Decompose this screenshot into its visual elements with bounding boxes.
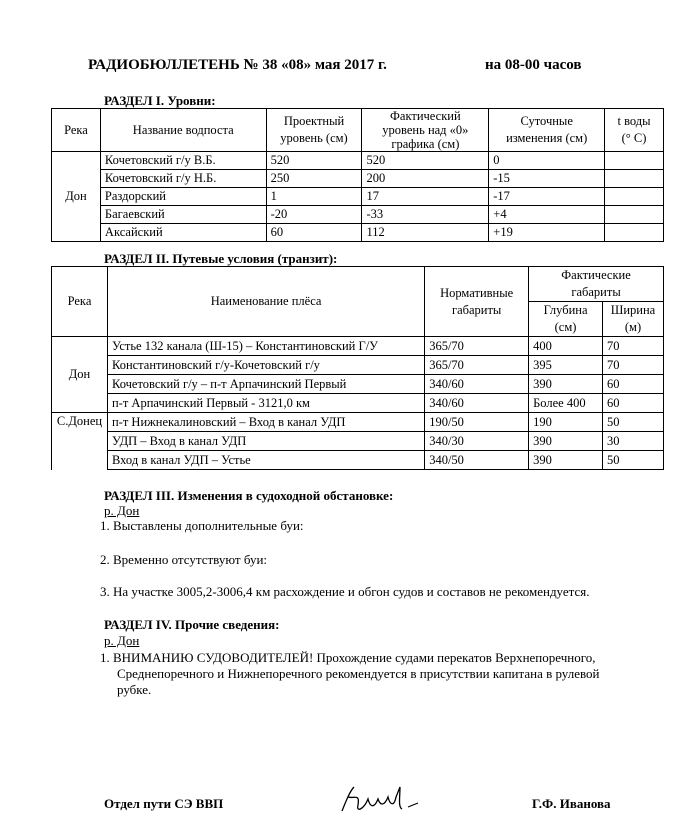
actual-width: 70 bbox=[603, 337, 664, 356]
daily-change: -17 bbox=[489, 188, 605, 206]
bulletin-title-text: РАДИОБЮЛЛЕТЕНЬ № 38 «08» мая 2017 г. bbox=[88, 57, 387, 73]
actual-width: 70 bbox=[603, 356, 664, 375]
actual-width: 50 bbox=[603, 413, 664, 432]
actual-level: 200 bbox=[362, 170, 489, 188]
station-name: Кочетовский г/у В.Б. bbox=[100, 152, 266, 170]
col-river: Река bbox=[52, 109, 101, 152]
river-cell-donets: С.Донец bbox=[52, 413, 108, 470]
col-actual-dims-l2: габариты bbox=[571, 285, 621, 299]
actual-width: 50 bbox=[603, 451, 664, 470]
col-water-temp-l2: (° С) bbox=[621, 131, 647, 145]
col-actual-dims bbox=[529, 267, 664, 302]
levels-header-row bbox=[52, 109, 664, 152]
section4-line-1: 1. ВНИМАНИЮ СУДОВОДИТЕЛЕЙ! Прохождение судами перекатов Верхнепоречного, bbox=[100, 650, 596, 665]
section4-river: р. Дон bbox=[104, 633, 140, 648]
col-daily-change-l1: Суточные bbox=[520, 114, 573, 128]
daily-change: +19 bbox=[489, 224, 605, 242]
col-normative-l2: габариты bbox=[451, 302, 502, 317]
normative-dims: 340/30 bbox=[425, 432, 529, 451]
actual-depth: 390 bbox=[529, 451, 603, 470]
station-name: Багаевский bbox=[100, 206, 266, 224]
col-depth bbox=[529, 302, 603, 337]
normative-dims: 365/70 bbox=[425, 356, 529, 375]
daily-change: +4 bbox=[489, 206, 605, 224]
actual-depth: 390 bbox=[529, 432, 603, 451]
table-row bbox=[52, 188, 664, 206]
section1-heading: РАЗДЕЛ I. Уровни: bbox=[104, 93, 216, 108]
river-cell-don: Дон bbox=[52, 337, 108, 413]
col-actual-dims-l1: Фактические bbox=[561, 268, 631, 282]
section3-item-2: 2. Временно отсутствуют буи: bbox=[100, 552, 268, 567]
col-water-temp bbox=[605, 109, 664, 152]
section4-heading: РАЗДЕЛ IV. Прочие сведения: bbox=[104, 617, 280, 632]
reach-name: УДП – Вход в канал УДП bbox=[107, 432, 424, 451]
col-normative-l1: Нормативные bbox=[440, 285, 514, 300]
reach-name: Константиновский г/у-Кочетовский г/у bbox=[107, 356, 424, 375]
actual-depth: 400 bbox=[529, 337, 603, 356]
actual-level: 112 bbox=[362, 224, 489, 242]
normative-dims: 190/50 bbox=[425, 413, 529, 432]
col-station-name: Название водпоста bbox=[100, 109, 266, 152]
table-row bbox=[52, 206, 664, 224]
transit-table bbox=[51, 266, 664, 470]
table-row bbox=[52, 170, 664, 188]
col-design-level bbox=[266, 109, 362, 152]
reach-name: Кочетовский г/у – п-т Арпачинский Первый bbox=[107, 375, 424, 394]
water-temp bbox=[605, 152, 664, 170]
section2-heading: РАЗДЕЛ II. Путевые условия (транзит): bbox=[104, 251, 338, 266]
section4-line-3: рубке. bbox=[117, 682, 152, 697]
handwritten-signature bbox=[334, 783, 430, 817]
reach-name: п-т Арпачинский Первый - 3121,0 км bbox=[107, 394, 424, 413]
reach-name: п-т Нижнекалиновский – Вход в канал УДП bbox=[107, 413, 424, 432]
section3-item-3: 3. На участке 3005,2-3006,4 км расхождение и обгон судов и составов не рекомендуется. bbox=[100, 584, 590, 599]
col-actual-level bbox=[362, 109, 489, 152]
col-normative bbox=[425, 267, 529, 337]
table-row bbox=[52, 375, 664, 394]
col-width bbox=[603, 302, 664, 337]
normative-dims: 340/60 bbox=[425, 394, 529, 413]
col-design-level-l1: Проектный bbox=[283, 114, 345, 128]
col-actual-level-l1: Фактический bbox=[390, 109, 461, 123]
design-level: 60 bbox=[266, 224, 362, 242]
col-water-temp-l1: t воды bbox=[617, 114, 651, 128]
footer-signatory: Г.Ф. Иванова bbox=[532, 796, 611, 811]
actual-depth: 190 bbox=[529, 413, 603, 432]
table-row bbox=[52, 432, 664, 451]
section3-heading: РАЗДЕЛ III. Изменения в судоходной обстановке: bbox=[104, 488, 394, 503]
normative-dims: 340/60 bbox=[425, 375, 529, 394]
col-design-level-l2: уровень (см) bbox=[280, 131, 348, 145]
water-temp bbox=[605, 224, 664, 242]
station-name: Раздорский bbox=[100, 188, 266, 206]
actual-width: 60 bbox=[603, 394, 664, 413]
actual-width: 60 bbox=[603, 375, 664, 394]
bulletin-time: на 08-00 часов bbox=[485, 57, 582, 73]
table-row bbox=[52, 224, 664, 242]
section4-line-2: Среднепоречного и Нижнепоречного рекомендуется в присутствии капитана в рулевой bbox=[117, 666, 600, 681]
col-actual-level-l3: графика (см) bbox=[391, 137, 460, 151]
water-temp bbox=[605, 206, 664, 224]
normative-dims: 365/70 bbox=[425, 337, 529, 356]
reach-name: Устье 132 канала (Ш-15) – Константиновский Г/У bbox=[107, 337, 424, 356]
design-level: 250 bbox=[266, 170, 362, 188]
table-row bbox=[52, 337, 664, 356]
actual-depth: 390 bbox=[529, 375, 603, 394]
col-river: Река bbox=[52, 267, 108, 337]
table-row bbox=[52, 394, 664, 413]
section3-river: р. Дон bbox=[104, 503, 140, 518]
col-daily-change bbox=[489, 109, 605, 152]
actual-level: 520 bbox=[362, 152, 489, 170]
col-reach-name: Наименование плёса bbox=[107, 267, 424, 337]
station-name: Аксайский bbox=[100, 224, 266, 242]
daily-change: 0 bbox=[489, 152, 605, 170]
design-level: 1 bbox=[266, 188, 362, 206]
normative-dims: 340/50 bbox=[425, 451, 529, 470]
col-width-l1: Ширина bbox=[610, 303, 656, 317]
design-level: 520 bbox=[266, 152, 362, 170]
col-width-l2: (м) bbox=[624, 320, 642, 334]
col-depth-l2: (см) bbox=[554, 320, 577, 334]
actual-level: -33 bbox=[362, 206, 489, 224]
col-depth-l1: Глубина bbox=[543, 303, 588, 317]
reach-name: Вход в канал УДП – Устье bbox=[107, 451, 424, 470]
actual-level: 17 bbox=[362, 188, 489, 206]
col-daily-change-l2: изменения (см) bbox=[506, 131, 588, 145]
levels-table bbox=[51, 108, 664, 242]
actual-depth: Более 400 bbox=[529, 394, 603, 413]
table-row bbox=[52, 152, 664, 170]
table-row bbox=[52, 451, 664, 470]
actual-depth: 395 bbox=[529, 356, 603, 375]
water-temp bbox=[605, 170, 664, 188]
footer-department: Отдел пути СЭ ВВП bbox=[104, 796, 224, 811]
table-row bbox=[52, 356, 664, 375]
station-name: Кочетовский г/у Н.Б. bbox=[100, 170, 266, 188]
transit-header-row bbox=[52, 267, 664, 302]
col-actual-level-l2: уровень над «0» bbox=[382, 123, 469, 137]
water-temp bbox=[605, 188, 664, 206]
table-row bbox=[52, 413, 664, 432]
section3-item-1: 1. Выставлены дополнительные буи: bbox=[100, 518, 304, 533]
bulletin-title bbox=[88, 57, 582, 74]
design-level: -20 bbox=[266, 206, 362, 224]
daily-change: -15 bbox=[489, 170, 605, 188]
river-cell: Дон bbox=[52, 152, 101, 242]
actual-width: 30 bbox=[603, 432, 664, 451]
